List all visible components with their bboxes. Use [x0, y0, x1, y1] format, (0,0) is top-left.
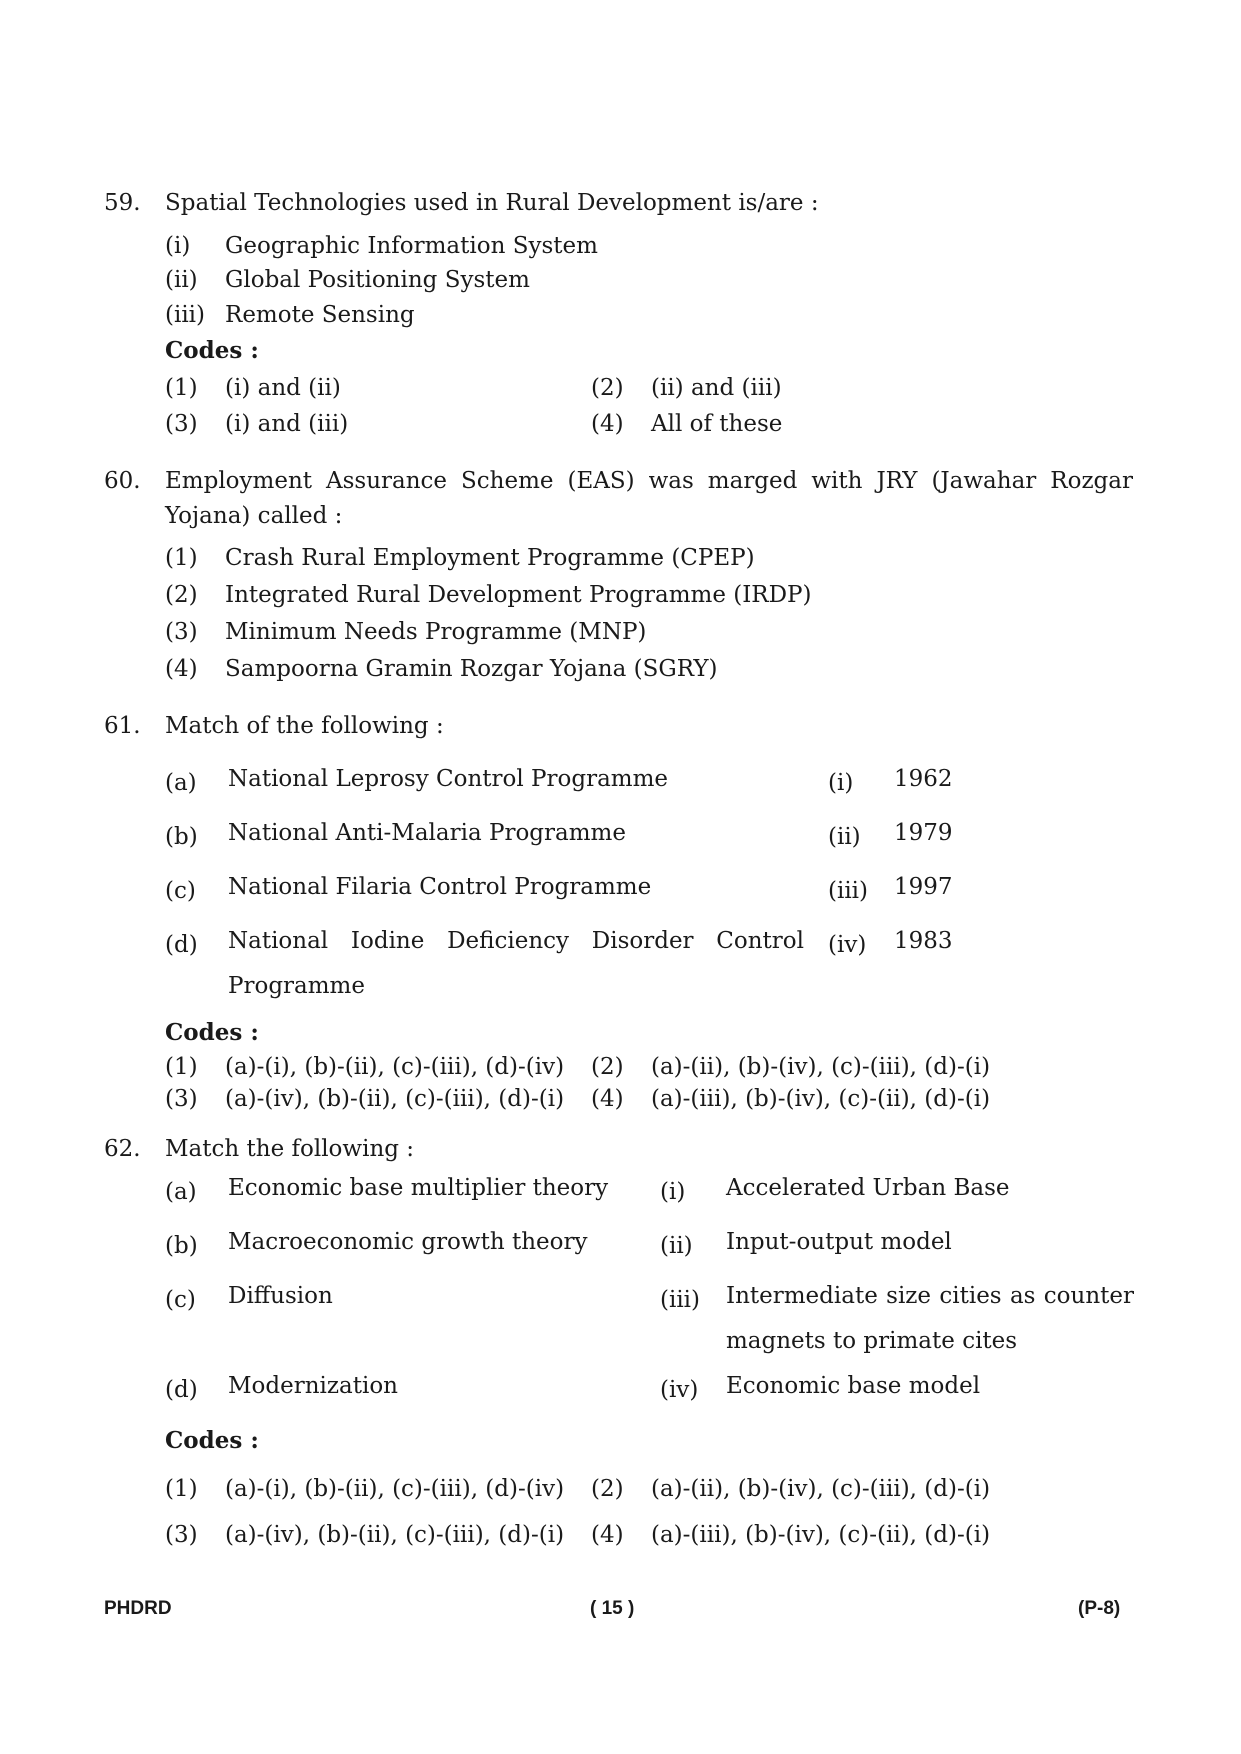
item-label: (iii) [165, 302, 206, 328]
option-label: (3) [165, 1086, 198, 1112]
codes-label: Codes : [165, 1427, 259, 1454]
footer-code: PHDRD [104, 1598, 172, 1619]
match-right-text-continued: magnets to primate cites [726, 1328, 1018, 1354]
option-label: (1) [165, 545, 198, 571]
option-text: (a)-(iv), (b)-(ii), (c)-(iii), (d)-(i) [225, 1522, 565, 1548]
match-left-text: National Filaria Control Programme [228, 874, 652, 900]
match-left-label: (d) [165, 932, 198, 958]
option-text: (ii) and (iii) [651, 375, 782, 401]
option-label: (1) [165, 375, 198, 401]
match-left-text: National Leprosy Control Programme [228, 766, 669, 792]
option-text: All of these [651, 411, 783, 437]
match-left-label: (c) [165, 878, 196, 904]
codes-label: Codes : [165, 1019, 259, 1046]
option-label: (1) [165, 1476, 198, 1502]
option-text: (a)-(ii), (b)-(iv), (c)-(iii), (d)-(i) [651, 1476, 991, 1502]
match-left-text: National Iodine Deficiency Disorder Control [228, 928, 804, 954]
item-text: Geographic Information System [225, 233, 598, 259]
option-text: (i) and (ii) [225, 375, 341, 401]
question-number: 59. [104, 190, 141, 216]
option-label: (4) [591, 1086, 624, 1112]
match-right-label: (iv) [828, 932, 867, 958]
match-right-label: (i) [660, 1179, 686, 1205]
match-left-text: National Anti-Malaria Programme [228, 820, 626, 846]
match-left-label: (b) [165, 824, 198, 850]
option-label: (2) [591, 1476, 624, 1502]
question-stem: Spatial Technologies used in Rural Development is/are : [165, 190, 819, 216]
match-left-label: (b) [165, 1233, 198, 1259]
option-label: (4) [591, 411, 624, 437]
item-label: (i) [165, 233, 191, 259]
option-text: (a)-(i), (b)-(ii), (c)-(iii), (d)-(iv) [225, 1476, 565, 1502]
match-right-text: Intermediate size cities as counter [726, 1283, 1134, 1309]
match-left-text: Economic base multiplier theory [228, 1175, 609, 1201]
question-stem: Employment Assurance Scheme (EAS) was marged with JRY (Jawahar Rozgar [165, 468, 1133, 494]
option-label: (2) [591, 1054, 624, 1080]
match-right-text: Input-output model [726, 1229, 952, 1255]
match-left-label: (a) [165, 770, 197, 796]
match-right-label: (ii) [828, 824, 861, 850]
question-stem-continued: Yojana) called : [165, 503, 343, 529]
option-label: (1) [165, 1054, 198, 1080]
match-right-text: 1979 [894, 820, 953, 846]
codes-label: Codes : [165, 337, 259, 364]
series-code: (P-8) [1078, 1598, 1121, 1619]
question-stem: Match of the following : [165, 713, 444, 739]
option-text: (a)-(iv), (b)-(ii), (c)-(iii), (d)-(i) [225, 1086, 565, 1112]
match-right-label: (iii) [660, 1287, 701, 1313]
question-number: 62. [104, 1136, 141, 1162]
match-left-text: Macroeconomic growth theory [228, 1229, 588, 1255]
option-text: (a)-(iii), (b)-(iv), (c)-(ii), (d)-(i) [651, 1086, 991, 1112]
match-left-text: Diffusion [228, 1283, 333, 1309]
match-right-text: 1983 [894, 928, 953, 954]
option-label: (4) [591, 1522, 624, 1548]
option-label: (3) [165, 411, 198, 437]
match-left-text: Modernization [228, 1373, 398, 1399]
option-text: (a)-(iii), (b)-(iv), (c)-(ii), (d)-(i) [651, 1522, 991, 1548]
match-right-label: (iii) [828, 878, 869, 904]
option-label: (2) [591, 375, 624, 401]
match-right-label: (iv) [660, 1377, 699, 1403]
match-right-text: 1962 [894, 766, 953, 792]
option-text: Crash Rural Employment Programme (CPEP) [225, 545, 755, 571]
item-text: Global Positioning System [225, 267, 530, 293]
match-right-label: (ii) [660, 1233, 693, 1259]
match-right-text: 1997 [894, 874, 953, 900]
match-left-label: (d) [165, 1377, 198, 1403]
match-left-label: (a) [165, 1179, 197, 1205]
option-label: (2) [165, 582, 198, 608]
match-left-text-continued: Programme [228, 973, 365, 999]
option-label: (3) [165, 619, 198, 645]
option-text: Integrated Rural Development Programme (IRDP) [225, 582, 812, 608]
match-right-label: (i) [828, 770, 854, 796]
match-right-text: Accelerated Urban Base [726, 1175, 1010, 1201]
item-label: (ii) [165, 267, 198, 293]
option-label: (4) [165, 656, 198, 682]
question-number: 60. [104, 468, 141, 494]
option-text: (i) and (iii) [225, 411, 349, 437]
option-label: (3) [165, 1522, 198, 1548]
option-text: Sampoorna Gramin Rozgar Yojana (SGRY) [225, 656, 718, 682]
question-number: 61. [104, 713, 141, 739]
option-text: (a)-(i), (b)-(ii), (c)-(iii), (d)-(iv) [225, 1054, 565, 1080]
option-text: (a)-(ii), (b)-(iv), (c)-(iii), (d)-(i) [651, 1054, 991, 1080]
match-left-label: (c) [165, 1287, 196, 1313]
item-text: Remote Sensing [225, 302, 415, 328]
option-text: Minimum Needs Programme (MNP) [225, 619, 647, 645]
question-stem: Match the following : [165, 1136, 415, 1162]
match-right-text: Economic base model [726, 1373, 981, 1399]
page-number: ( 15 ) [590, 1598, 635, 1619]
